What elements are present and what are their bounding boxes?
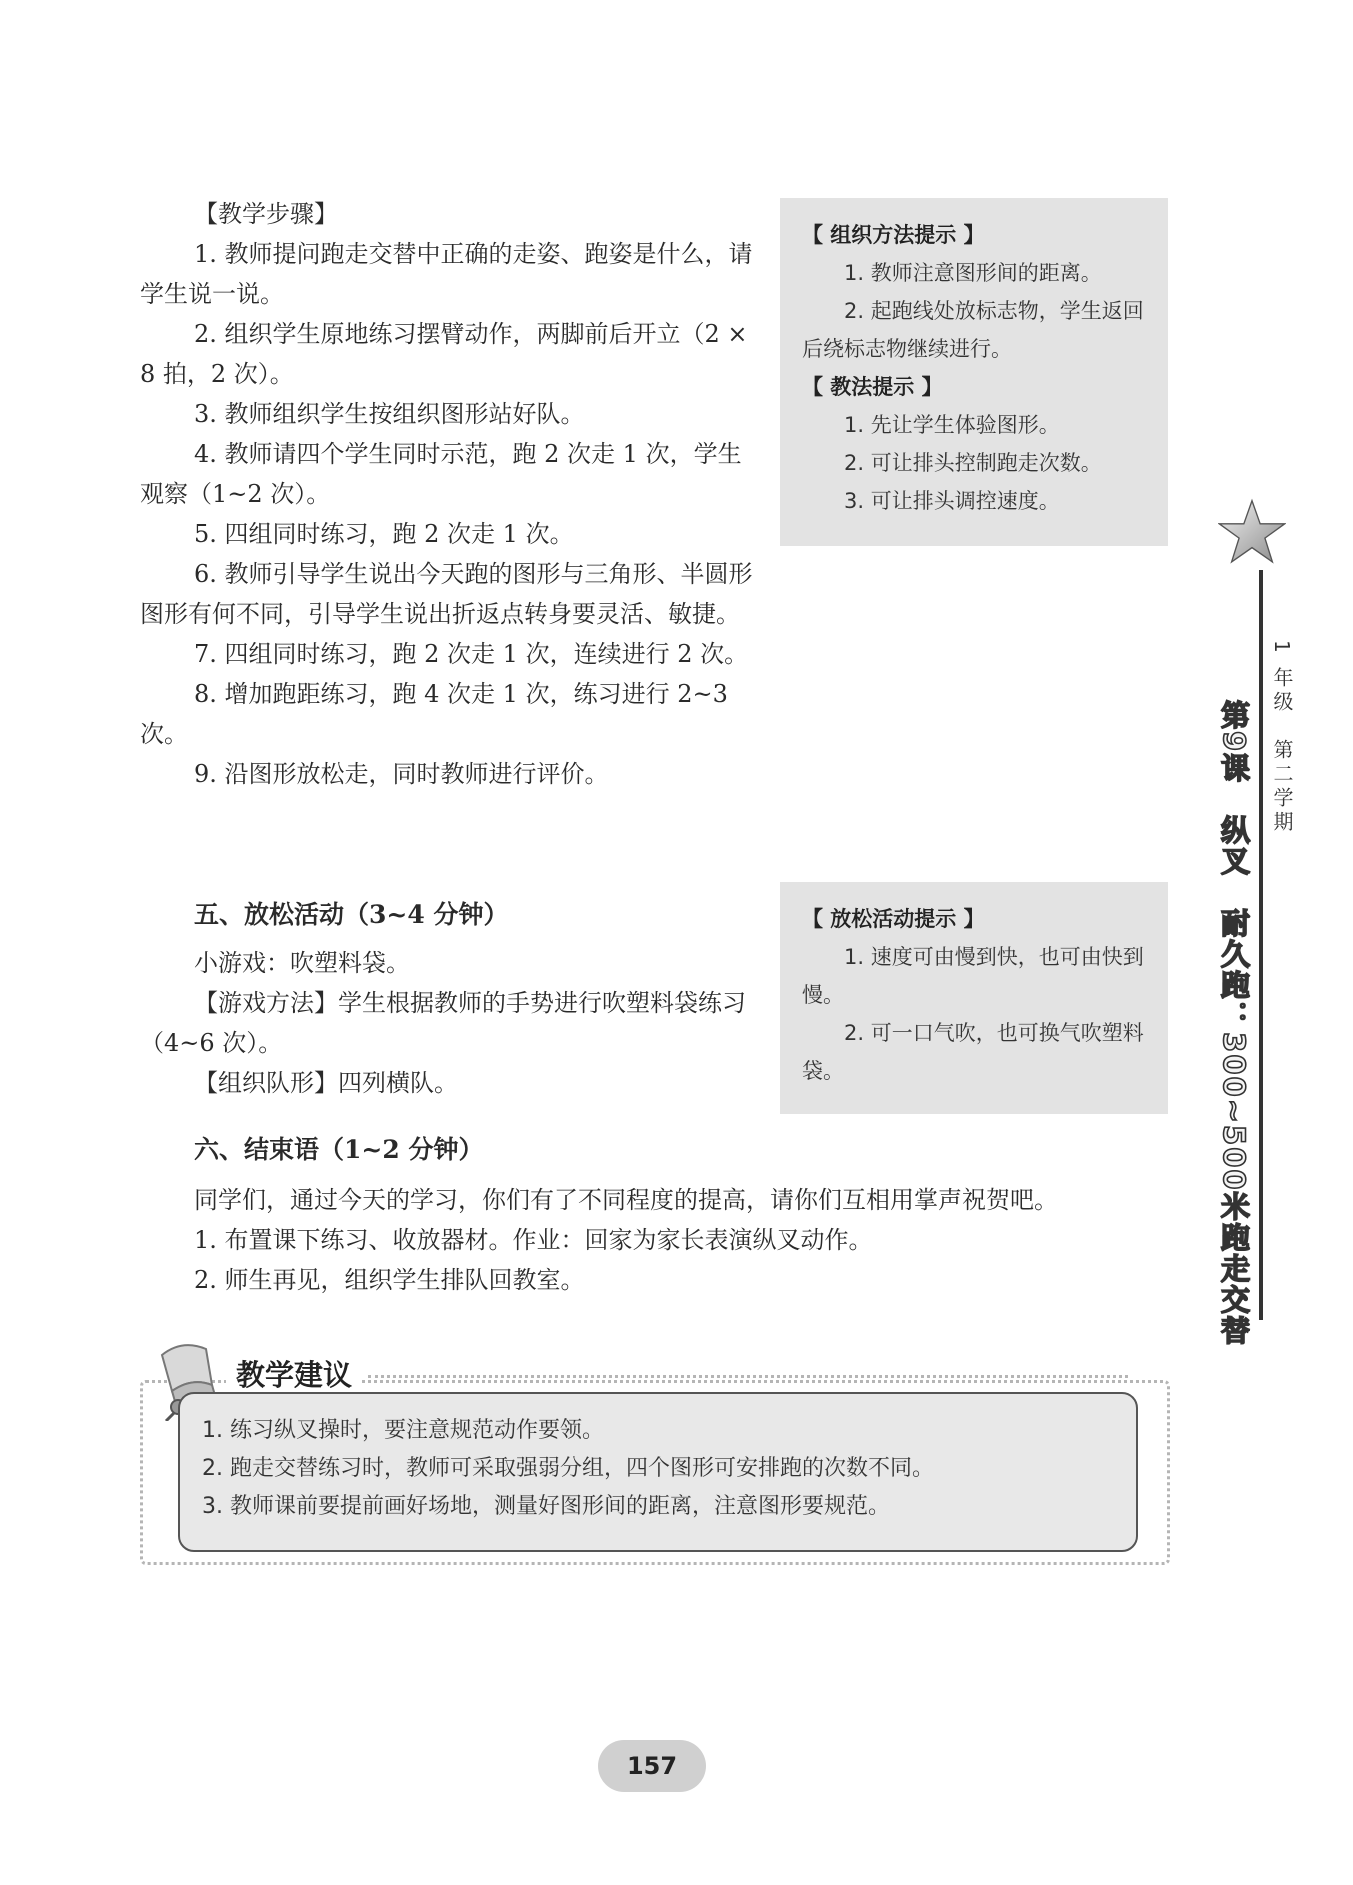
step-item: 9. 沿图形放松走，同时教师进行评价。 (194, 760, 609, 788)
tip-item: 1. 教师注意图形间的距离。 (844, 261, 1102, 285)
page-number: 157 (598, 1740, 706, 1792)
advice-title: 教学建议 (226, 1353, 362, 1394)
step-item: 3. 教师组织学生按组织图形站好队。 (194, 400, 585, 428)
tip-title: 【 放松活动提示 】 (802, 907, 985, 931)
ending-line: 2. 师生再见，组织学生排队回教室。 (194, 1266, 585, 1294)
advice-title-dots (368, 1375, 1128, 1378)
section-heading: 五、放松活动（3~4 分钟） (194, 900, 509, 929)
advice-item: 3. 教师课前要提前画好场地，测量好图形间的距离，注意图形要规范。 (202, 1494, 890, 1519)
teaching-advice-box (140, 1335, 1170, 1565)
relax-game: 小游戏：吹塑料袋。 (194, 949, 410, 977)
steps-heading: 【教学步骤】 (194, 200, 338, 228)
star-icon (1218, 498, 1286, 566)
relax-activity-section (140, 895, 760, 1103)
organization-tips-box (780, 198, 1168, 546)
teaching-steps-section (140, 194, 760, 794)
tip-item: 2. 起跑线处放标志物，学生返回后绕标志物继续进行。 (802, 299, 1144, 361)
relax-tips-box (780, 882, 1168, 1114)
step-item: 1. 教师提问跑走交替中正确的走姿、跑姿是什么，请学生说一说。 (140, 240, 753, 308)
ending-section (140, 1130, 1150, 1300)
tip-item: 2. 可让排头控制跑走次数。 (844, 451, 1102, 475)
step-item: 6. 教师引导学生说出今天跑的图形与三角形、半圆形图形有何不同，引导学生说出折返点转身要灵活、敏捷。 (140, 560, 753, 628)
step-item: 5. 四组同时练习，跑 2 次走 1 次。 (194, 520, 574, 548)
lesson-title-vertical: 第9课 纵叉 耐久跑：300~500米跑走交替 (1217, 700, 1251, 1347)
step-item: 7. 四组同时练习，跑 2 次走 1 次，连续进行 2 次。 (194, 640, 749, 668)
advice-item: 2. 跑走交替练习时，教师可采取强弱分组，四个图形可安排跑的次数不同。 (202, 1456, 934, 1481)
step-item: 2. 组织学生原地练习摆臂动作，两脚前后开立（2 × 8 拍，2 次）。 (140, 320, 748, 388)
relax-formation: 【组织队形】四列横队。 (194, 1069, 458, 1097)
section-heading: 六、结束语（1~2 分钟） (194, 1135, 484, 1164)
step-item: 8. 增加跑距练习，跑 4 次走 1 次，练习进行 2~3 次。 (140, 680, 728, 748)
tip-item: 2. 可一口气吹，也可换气吹塑料袋。 (802, 1021, 1144, 1083)
tip-item: 3. 可让排头调控速度。 (844, 489, 1060, 513)
advice-content (178, 1392, 1138, 1552)
tip-title: 【 教法提示 】 (802, 375, 943, 399)
relax-method: 【游戏方法】学生根据教师的手势进行吹塑料袋练习（4~6 次）。 (140, 989, 746, 1057)
step-item: 4. 教师请四个学生同时示范，跑 2 次走 1 次，学生观察（1~2 次）。 (140, 440, 742, 508)
advice-item: 1. 练习纵叉操时，要注意规范动作要领。 (202, 1418, 604, 1443)
grade-semester-label: 1 年级 第二学期 (1270, 640, 1294, 836)
ending-line: 1. 布置课下练习、收放器材。作业：回家为家长表演纵叉动作。 (194, 1226, 873, 1254)
ending-line: 同学们，通过今天的学习，你们有了不同程度的提高，请你们互相用掌声祝贺吧。 (194, 1186, 1058, 1214)
tip-title: 【 组织方法提示 】 (802, 223, 985, 247)
side-divider (1259, 570, 1263, 1320)
tip-item: 1. 先让学生体验图形。 (844, 413, 1060, 437)
tip-item: 1. 速度可由慢到快，也可由快到慢。 (802, 945, 1144, 1007)
